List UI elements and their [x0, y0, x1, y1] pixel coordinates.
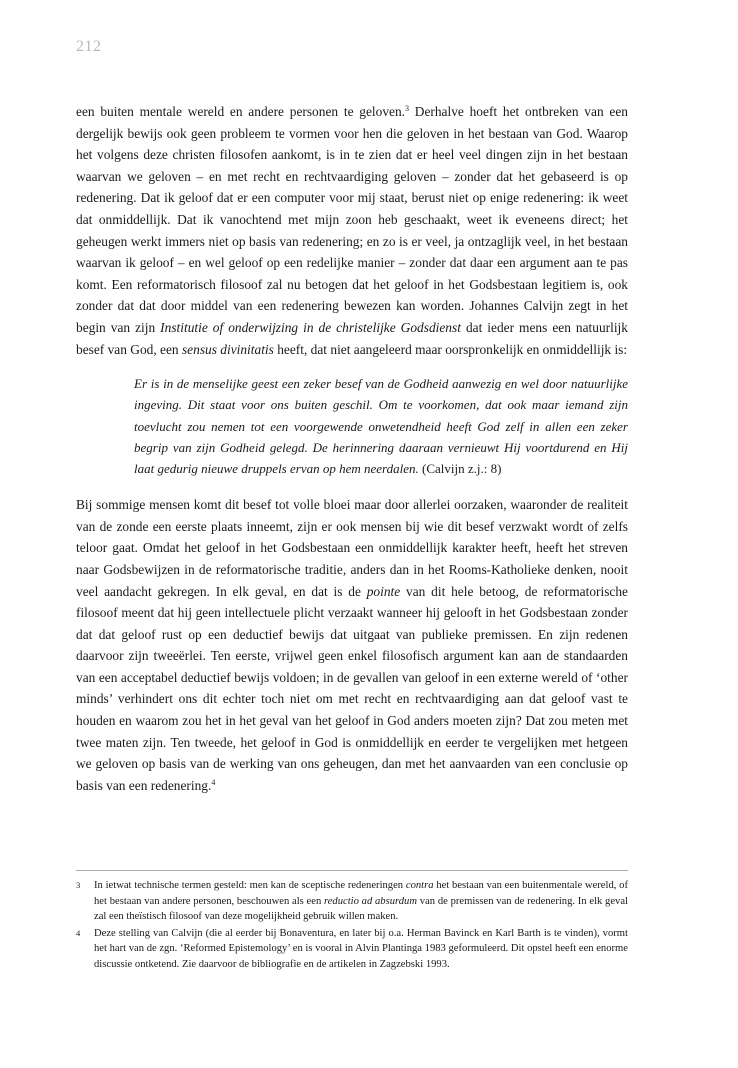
- quote-citation: (Calvijn z.j.: 8): [418, 460, 502, 476]
- text-run: het bestaan van een buitenmentale wereld, of het bestaan van andere personen, beschouwen als een: [94, 880, 628, 907]
- text-run: Bij sommige mensen komt dit besef tot volle bloei maar door allerlei oorzaken, waaronder de realiteit van de zonde een eerste plaats inneemt, zijn er ook mensen bij wie dit besef verzwakt wordt of zelfs teloor gaat. Omdat het geloof in het Godsbestaan een onmiddellijk karakter heeft, heeft het streven naar Godsbewijzen in de reformatorische traditie, anders dan in het Rooms-Katholieke denken, nooit veel aandacht gekregen. In elk geval, en dat is de: [76, 497, 628, 599]
- book-title: Institutie of onderwijzing in de christelijke Godsdienst: [160, 319, 461, 335]
- text-run: Derhalve hoeft het ontbreken van een dergelijk bewijs ook geen probleem te vormen voor hen die geloven in het bestaan van God. Waarop het volgens deze christen filosofen aankomt, is in te zien dat er heel veel dingen zijn in het bestaan waarvan we geloven – en met recht en rechtvaardiging geloven – zonder dat het gebaseerd is op redenering. Dat ik geloof dat er een computer voor mij staat, berust niet op enige redenering: ik weet dat onmiddellijk. Dat ik vanochtend met mijn zoon heb geschaakt, weet ik eveneens direct; het geheugen werkt immers niet op basis van redenering; en zo is er veel, ja ontzaglijk veel, in het bestaan waarvan ik geloof – en wel geloof op een redelijke manier – zonder dat daar een argument aan te pas komt. Een reformatorisch filosoof zal nu betogen dat het geloof in het Godsbestaan legitiem is, ook zonder dat dat door middel van een redenering bewezen kan worden. Johannes Calvijn zegt in het begin van zijn: [76, 104, 628, 335]
- body-text: [76, 101, 628, 796]
- paragraph-2: [76, 494, 628, 796]
- text-run: dat ieder mens een natuurlijk besef van God, een: [76, 319, 628, 357]
- footnote-4: [76, 926, 628, 973]
- italic-term: reductio ad absurdum: [324, 895, 418, 907]
- footnote-text: Deze stelling van Calvijn (die al eerder bij Bonaventura, en later bij o.a. Herman Bavinck en Karl Barth is te vinden), vormt het hart van de zgn. ‘Reformed Epistemology’ en is vooral in Alvin Plantinga 1983 geformuleerd. Dit opstel heeft een enorme discussie ontketend. Zie daarvoor de bibliografie en de artikelen in Zagzebski 1993.: [94, 927, 628, 970]
- text-run: een buiten mentale wereld en andere personen te geloven.: [76, 104, 406, 119]
- footnote-text: [94, 878, 628, 925]
- footnote-3: [76, 878, 628, 925]
- footnote-ref-4[interactable]: 4: [211, 777, 216, 787]
- latin-term: sensus divinitatis: [181, 341, 274, 357]
- text-run: heeft, dat niet aangeleerd maar oorspronkelijk en onmiddellijk is:: [273, 341, 628, 357]
- page-number: 212: [76, 38, 102, 55]
- paragraph-1: [76, 101, 628, 360]
- footnote-divider: [76, 870, 628, 871]
- footnotes: [76, 878, 628, 974]
- footnote-number: 4: [76, 927, 81, 938]
- italic-term: contra: [405, 880, 434, 891]
- italic-term: pointe: [366, 583, 401, 599]
- block-quote: [134, 373, 628, 479]
- text-run: van de premissen van de redenering. In elk geval zal een theïstisch filosoof van deze mogelijkheid gebruik willen maken.: [94, 895, 628, 923]
- text-run: In ietwat technische termen gesteld: men kan de sceptische redeneringen: [94, 880, 406, 891]
- footnote-number: 3: [76, 880, 81, 890]
- quote-text: Er is in de menselijke geest een zeker besef van de Godheid aanwezig en wel door natuurlijke ingeving. Dit staat voor ons buiten geschil. Om te voorkomen, dat ook maar iemand zijn toevlucht zou nemen tot een voorgewende onwetendheid heeft God zelf in allen een zeker begrip van zijn Godheid gelegd. De herinnering daaraan vernieuwt Hij voortdurend en Hij laat gedurig nieuwe druppels ervan op hem neerdalen.: [134, 376, 628, 476]
- footnote-ref-3[interactable]: 3: [405, 104, 410, 113]
- text-run: van dit hele betoog, de reformatorische filosoof meent dat hij geen intellectuele plicht verzaakt wanneer hij gelooft in het Godsbestaan zonder dat dat geloof rust op een deductief bewijs dat uitgaat van publieke premissen. En zijn redenen daarvoor zijn tweeërlei. Ten eerste, vrijwel geen enkel filosofisch argument kan aan de standaarden van een acceptabel deductief bewijs voldoen; in de gevallen van geloof in een externe wereld of ‘other minds’ verhindert ons dit echter toch niet om met recht en rechtvaardiging aan dat geloof vast te houden en waarom zou het in het geval van het geloof in God anders moeten zijn? Dat zou meten met twee maten zijn. Ten tweede, het geloof in God is onmiddellijk en eerder te vergelijken met hetgeen we geloven op basis van de werking van ons geheugen, dan met het aanvaarden van een conclusie op basis van een redenering.: [76, 583, 628, 793]
